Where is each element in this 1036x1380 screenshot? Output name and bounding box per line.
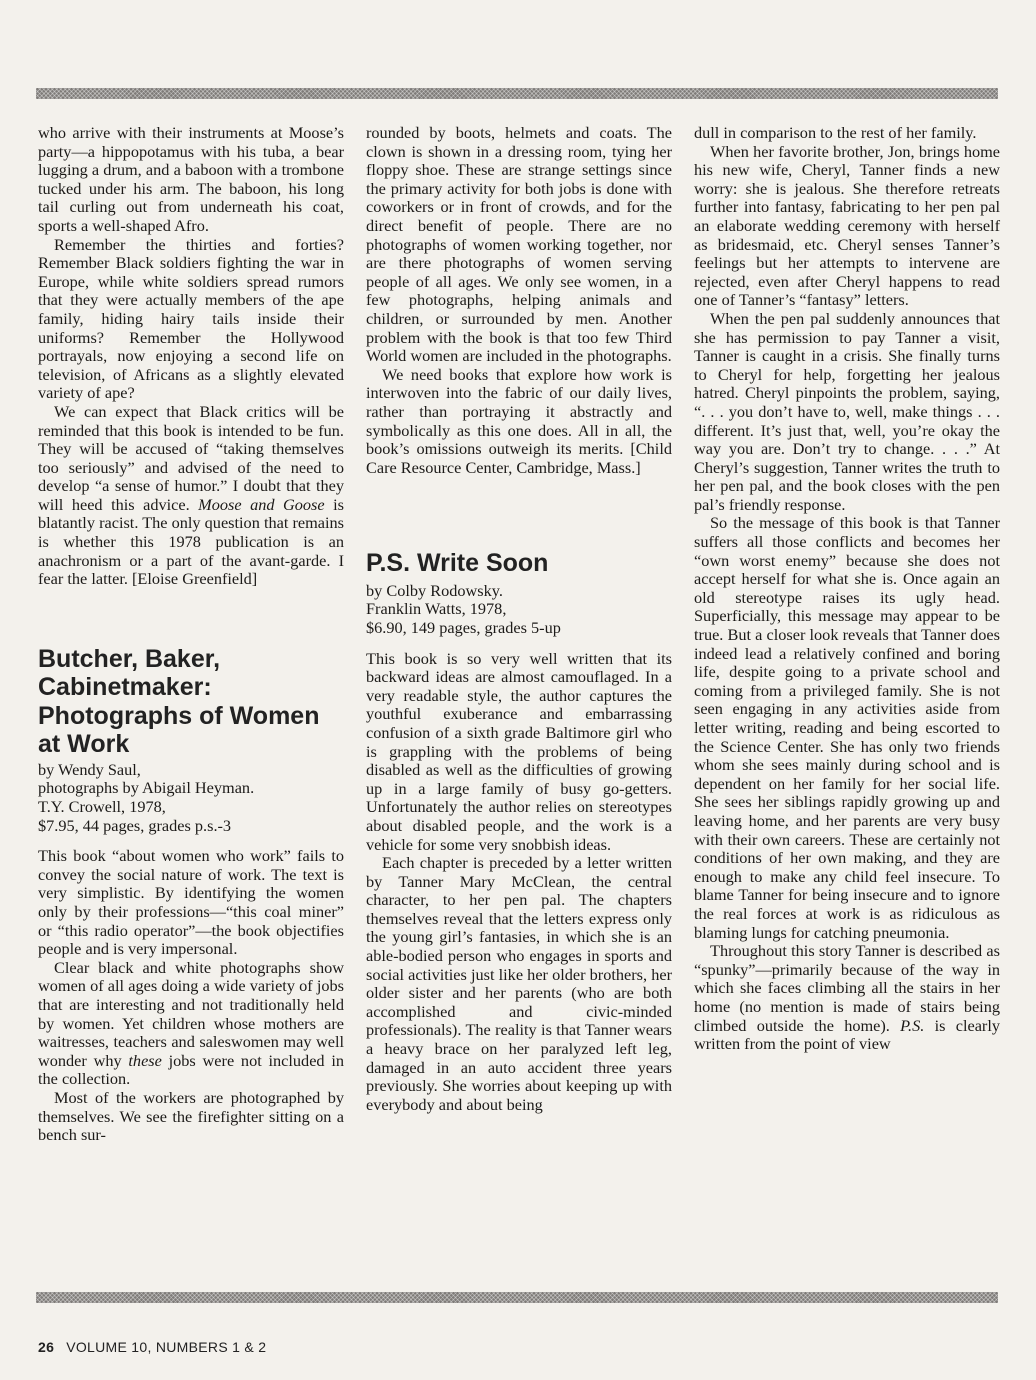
- body-paragraph: [694, 942, 1000, 1054]
- body-paragraph: [38, 403, 344, 589]
- review-details: $6.90, 149 pages, grades 5-up: [366, 617, 561, 637]
- body-paragraph: dull in comparison to the rest of her family.: [694, 123, 977, 142]
- body-paragraph: [38, 959, 344, 1089]
- text-run: We can expect that Black critics will be reminded that this book is intended to be fun. They will be accused of “taking themselves too seriously” and advised of the need to develop “a sense of humor.” I doubt that they will heed this advice.: [38, 401, 344, 514]
- review-author: by Wendy Saul,: [38, 759, 141, 779]
- body-paragraph: So the message of this book is that Tanner suffers all those conflicts and becomes her “own worst enemy” because she does not accept herself for what she is. Once again an old stereotype raises its ugly head. Superficially, this message may appear to be true. But a closer look reveals that Tanner does indeed lead a relatively confined and boring life, despite going to a private school and coming from a privileged family. She is not seen engaging in any activities aside from letter writing, reading and being escorted to the Science Center. She has only two friends whom she sees mainly during school and is dependent on her family for her social life. She sees her siblings rapidly growing up and leaving home, and her parents are very busy with their own careers. These are certainly not conditions of her own making, and they are enough to make any child feel insecure. To blame Tanner for being insecure and to ignore the real forces at work is as ridiculous as blaming lungs for catching pneumonia.: [694, 513, 1000, 942]
- review-author: by Colby Rodowsky.: [366, 580, 503, 600]
- body-paragraph: This book is so very well written that its backward ideas are almost camouflaged. In a very readable style, the author captures the youthful exuberance and embarrassing confusion of a sixth grade Baltimore girl who is grappling with the problems of being disabled as well as the difficulties of growing up in a large family of busy go-getters. Unfortunately the author relies on stereotypes about disabled people, and the work is a vehicle for some very snobbish ideas.: [366, 648, 672, 854]
- review-publisher: Franklin Watts, 1978,: [366, 599, 507, 619]
- text-run: jobs were not included in the collection.: [38, 1050, 344, 1089]
- body-paragraph: We need books that explore how work is interwoven into the fabric of our daily lives, rather than portraying it abstractly and symbolically as this one does. All in all, the book’s omissions outweigh its merits. [Child Care Resource Center, Cambridge, Mass.]: [366, 364, 672, 477]
- review-heading: Butcher, Baker, Cabinetmaker: Photographs of Women at Work: [38, 644, 320, 759]
- text-run: Throughout this story Tanner is described as “spunky”—primarily because of the way in which she faces climbing all the stairs in her home (no mention is made of stairs being climbed outside the home).: [694, 941, 1000, 1035]
- body-paragraph: When the pen pal suddenly announces that she has permission to pay Tanner a visit, Tanner is caught in a crisis. She finally turns to Cheryl for help, forgetting her jealous hatred. Cheryl pinpoints the problem, saying, “. . . you don’t have to, well, make things . . . different. It’s just that, well, you’re okay the way you are. Don’t try to change. . . .” At Cheryl’s suggestion, Tanner writes the truth to her pen pal, and the book closes with the pen pal’s friendly response.: [694, 308, 1000, 514]
- review-publisher: T.Y. Crowell, 1978,: [38, 797, 166, 817]
- body-paragraph: rounded by boots, helmets and coats. The clown is shown in a dressing room, tying her floppy shoe. These are strange settings since the primary activity for both jobs is done with coworkers or in front of crowds, and for the direct benefit of people. There are no photographs of women working together, nor are there photographs of women serving people of all ages. We only see women, in a few photographs, helping animals and children, or surrounded by men. Another problem with the book is that too few Third World women are included in the photographs.: [366, 123, 672, 366]
- volume-info: VOLUME 10, NUMBERS 1 & 2: [66, 1339, 267, 1355]
- page-footer: [38, 1339, 266, 1355]
- emphasis-italic: these: [128, 1050, 162, 1070]
- column-middle: [366, 124, 672, 1114]
- body-paragraph: who arrive with their instruments at Moose’s party—a hippopotamus with his tuba, a bear lugging a drum, and a baboon with a trombone tucked under his arm. The baboon, his long tail curling out from underneath his coat, sports a well-shaped Afro.: [38, 123, 344, 235]
- review-photographer: photographs by Abigail Heyman.: [38, 778, 255, 798]
- body-paragraph: When her favorite brother, Jon, brings home his new wife, Cheryl, Tanner finds a new worry: she is jealous. She therefore retreats further into fantasy, fabricating to her pen pal an elaborate wedding ceremony with herself as bridesmaid, etc. Cheryl senses Tanner’s feelings but her attempts to intervene are rejected, even after Cheryl happens to read one of Tanner’s “fantasy” letters.: [694, 141, 1000, 310]
- body-paragraph: This book “about women who work” fails to convey the social nature of work. The text is very simplistic. By identifying the women only by their professions—“this coal miner” or “this radio operator”—the book objectifies people and is very impersonal.: [38, 846, 344, 959]
- body-paragraph: Most of the workers are photographed by themselves. We see the firefighter sitting on a bench sur-: [38, 1087, 344, 1145]
- book-title-italic: Moose and Goose: [198, 494, 325, 514]
- review-details: $7.95, 44 pages, grades p.s.-3: [38, 815, 232, 835]
- bottom-border-rule: [36, 1292, 998, 1303]
- body-paragraph: Each chapter is preceded by a letter written by Tanner Mary McClean, the central character, to her pen pal. The chapters themselves reveal that the letters express only the young girl’s fantasies, in which she is an able-bodied person who engages in sports and social activities just like her older brothers, her older sister and her parents (who are both accomplished and civic-minded professionals). The reality is that Tanner wears a heavy brace on her paralyzed left leg, damaged in an auto accident three years previously. She worries about keeping up with everybody and about being: [366, 853, 672, 1114]
- text-run: is clearly written from the point of view: [694, 1015, 1001, 1054]
- text-run: is blatantly racist. The only question that remains is whether this 1978 publication is an anachronism or a part of the avant-garde. I fear the latter. [Eloise Greenfield]: [38, 494, 344, 589]
- top-border-rule: [36, 88, 998, 99]
- column-left: [38, 124, 344, 1145]
- text-run: Clear black and white photographs show women of all ages doing a wide variety of jobs that are interesting and not traditionally held by women. Yet children whose mothers are waitresses, teachers and saleswomen may well wonder why: [38, 957, 344, 1070]
- review-heading: P.S. Write Soon: [366, 549, 549, 578]
- book-title-italic: P.S.: [900, 1015, 925, 1035]
- page-number: 26: [38, 1339, 55, 1355]
- body-paragraph: Remember the thirties and forties? Remember Black soldiers fighting the war in Europe, while white soldiers spread rumors that they were actually members of the ape family, hiding hairy tails inside their uniforms? Remember the Hollywood portrayals, now enjoying a second life on television, of Africans as a slightly elevated variety of ape?: [38, 234, 344, 403]
- column-right: [694, 124, 1000, 1054]
